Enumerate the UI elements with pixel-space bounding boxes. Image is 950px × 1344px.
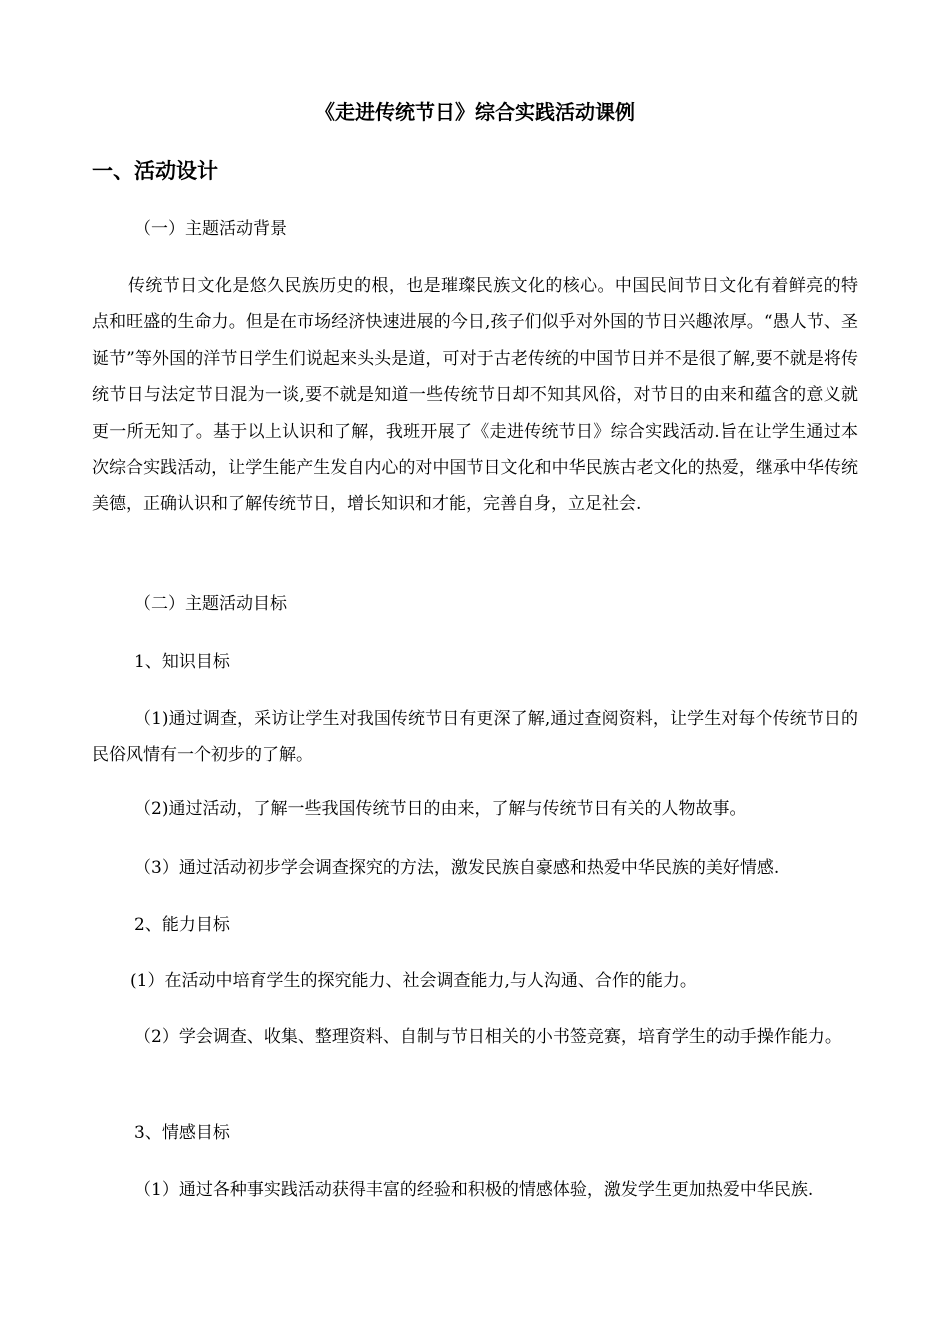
- emotion-goal-item-1: （1）通过各种事实践活动获得丰富的经验和积极的情感体验，激发学生更加热爱中华民族.: [134, 1180, 814, 1200]
- knowledge-goal-item-3: （3）通过活动初步学会调查探究的方法，激发民族自豪感和热爱中华民族的美好情感.: [134, 858, 780, 878]
- ability-goal-item-2: （2）学会调查、收集、整理资料、自制与节日相关的小书签竞赛，培育学生的动手操作能力。: [134, 1027, 842, 1047]
- subsection-heading-background: （一）主题活动背景: [134, 219, 287, 239]
- subsection-heading-goals: （二）主题活动目标: [134, 594, 287, 614]
- document-title: 《走进传统节日》综合实践活动课例: [315, 100, 635, 124]
- ability-goal-item-1: (1）在活动中培育学生的探究能力、社会调查能力,与人沟通、合作的能力。: [130, 971, 697, 991]
- goal-heading-knowledge: 1、知识目标: [134, 652, 230, 672]
- background-paragraph: 传统节日文化是悠久民族历史的根，也是璀璨民族文化的核心。中国民间节日文化有着鲜亮的特点和旺盛的生命力。但是在市场经济快速进展的今日,孩子们似乎对外国的节日兴趣浓厚。“愚人节、圣诞节”等外国的洋节日学生们说起来头头是道，可对于古老传统的中国节日并不是很了解,要不就是将传统节日与法定节日混为一谈,要不就是知道一些传统节日却不知其风俗，对节日的由来和蕴含的意义就更一所无知了。基于以上认识和了解，我班开展了《走进传统节日》综合实践活动.旨在让学生通过本次综合实践活动，让学生能产生发自内心的对中国节日文化和中华民族古老文化的热爱，继承中华传统美德，正确认识和了解传统节日，增长知识和才能，完善自身，立足社会.: [92, 276, 858, 515]
- goal-heading-emotion: 3、情感目标: [134, 1123, 230, 1143]
- section-heading-activity-design: 一、活动设计: [92, 159, 218, 183]
- goal-heading-ability: 2、能力目标: [134, 915, 230, 935]
- knowledge-goal-item-1: （1)通过调查，采访让学生对我国传统节日有更深了解,通过查阅资料，让学生对每个传统节日的民俗风情有一个初步的了解。: [92, 709, 858, 766]
- knowledge-goal-item-2: （2)通过活动，了解一些我国传统节日的由来，了解与传统节日有关的人物故事。: [134, 799, 747, 819]
